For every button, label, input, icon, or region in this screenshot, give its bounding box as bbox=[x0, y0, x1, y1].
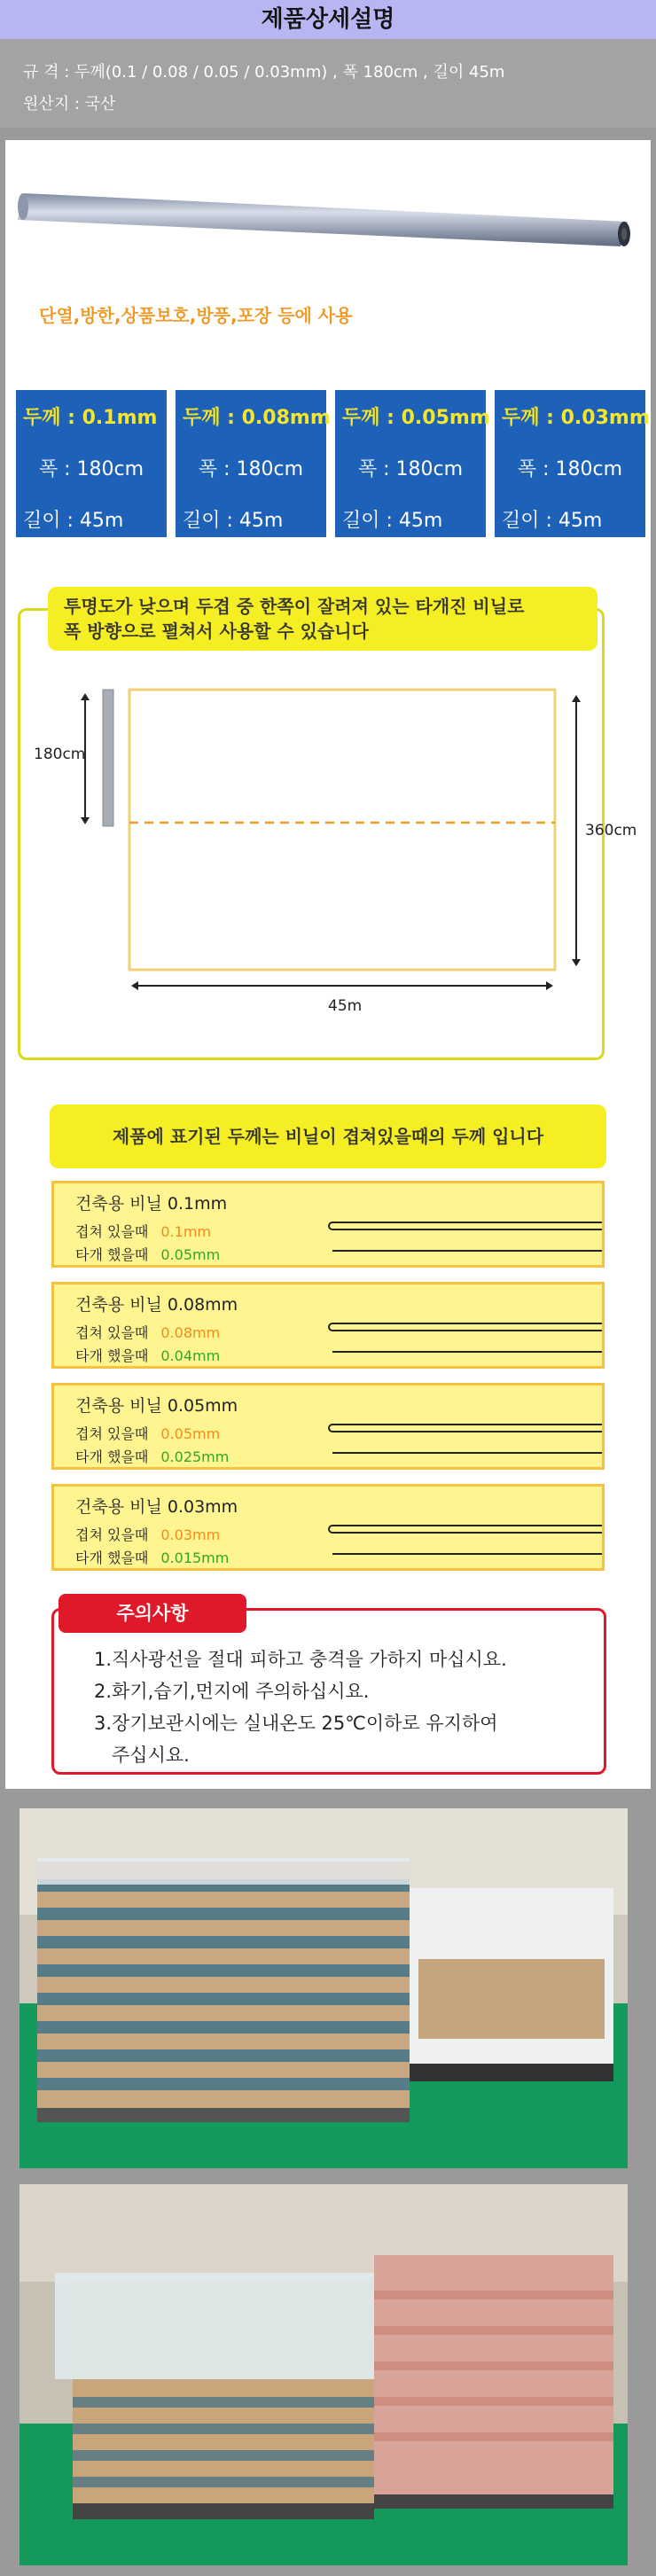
open-row bbox=[75, 1345, 220, 1365]
folded-row bbox=[75, 1322, 220, 1342]
caution-item: 3.장기보관시에는 실내온도 25℃이하로 유지하여 bbox=[94, 1713, 498, 1734]
folded-label: 겹쳐 있을때 bbox=[75, 1425, 149, 1442]
layer-name: 건축용 비닐 0.08mm bbox=[75, 1295, 238, 1315]
layer-name: 건축용 비닐 0.03mm bbox=[75, 1497, 238, 1517]
folded-label: 겹쳐 있을때 bbox=[75, 1223, 149, 1240]
layer-card bbox=[51, 1383, 605, 1470]
warehouse-photo-2 bbox=[20, 2184, 628, 2565]
length-label: 길이 : 45m bbox=[502, 510, 603, 532]
caution-list bbox=[94, 1643, 507, 1771]
label-45: 45m bbox=[328, 997, 363, 1015]
thickness-label: 두께 : 0.05mm bbox=[342, 407, 490, 429]
thickness-label: 두께 : 0.03mm bbox=[502, 407, 650, 429]
layer-card bbox=[51, 1181, 605, 1268]
folded-label: 겹쳐 있을때 bbox=[75, 1526, 149, 1543]
open-row bbox=[75, 1547, 229, 1567]
width-label: 폭 : 180cm bbox=[198, 458, 304, 480]
width-label: 폭 : 180cm bbox=[517, 458, 623, 480]
caution-item: 주십시요. bbox=[94, 1745, 190, 1766]
spec-line: 규 격 : 두께(0.1 / 0.08 / 0.05 / 0.03mm) , 폭 180cm , 길이 45m bbox=[23, 63, 505, 82]
width-label: 폭 : 180cm bbox=[38, 458, 144, 480]
spread-title-line: 투명도가 낮으며 두겹 중 한쪽이 잘려져 있는 타개진 비닐로 bbox=[64, 596, 525, 617]
spread-sheet bbox=[129, 690, 555, 970]
origin-line: 원산지 : 국산 bbox=[23, 95, 116, 113]
spread-title-line: 폭 방향으로 펼쳐서 사용할 수 있습니다 bbox=[64, 621, 369, 642]
thickness-label: 두께 : 0.1mm bbox=[23, 407, 158, 429]
thickness-box bbox=[176, 390, 331, 537]
open-label: 타개 했을때 bbox=[75, 1246, 149, 1263]
open-value: 0.015mm bbox=[160, 1550, 230, 1566]
label-360: 360cm bbox=[585, 822, 637, 839]
width-label: 폭 : 180cm bbox=[357, 458, 464, 480]
warehouse-photo-1 bbox=[20, 1808, 628, 2168]
folded-row bbox=[75, 1423, 220, 1443]
label-180: 180cm bbox=[34, 745, 86, 763]
folded-value: 0.05mm bbox=[160, 1425, 221, 1442]
open-label: 타개 했을때 bbox=[75, 1448, 149, 1465]
thickness-box bbox=[335, 390, 490, 537]
layers-title: 제품에 표기된 두께는 비닐이 겹쳐있을때의 두께 입니다 bbox=[50, 1105, 606, 1168]
layer-lines-icon bbox=[320, 1217, 604, 1261]
thickness-label: 두께 : 0.08mm bbox=[183, 407, 331, 429]
caution-item: 1.직사광선을 절대 피하고 충격을 가하지 마십시요. bbox=[94, 1649, 507, 1670]
layer-name: 건축용 비닐 0.05mm bbox=[75, 1396, 238, 1416]
folded-row bbox=[75, 1221, 211, 1241]
detail-panel bbox=[5, 140, 651, 1789]
length-label: 길이 : 45m bbox=[183, 510, 284, 532]
open-value: 0.025mm bbox=[160, 1448, 230, 1465]
caution-title: 주의사항 bbox=[59, 1594, 246, 1633]
length-label: 길이 : 45m bbox=[23, 510, 124, 532]
layer-name: 건축용 비닐 0.1mm bbox=[75, 1194, 228, 1214]
spread-diagram bbox=[18, 690, 637, 1015]
open-value: 0.04mm bbox=[160, 1347, 221, 1364]
roll-graphic bbox=[103, 690, 113, 826]
film-roll-image bbox=[18, 186, 629, 243]
folded-value: 0.1mm bbox=[160, 1223, 211, 1240]
folded-row bbox=[75, 1524, 220, 1544]
layer-lines-icon bbox=[320, 1419, 604, 1464]
caution-item: 2.화기,습기,먼지에 주의하십시요. bbox=[94, 1681, 370, 1702]
folded-label: 겹쳐 있을때 bbox=[75, 1324, 149, 1341]
open-label: 타개 했을때 bbox=[75, 1347, 149, 1364]
thickness-box bbox=[495, 390, 650, 537]
thickness-box bbox=[16, 390, 167, 537]
folded-value: 0.03mm bbox=[160, 1526, 221, 1543]
open-row bbox=[75, 1244, 220, 1264]
open-label: 타개 했을때 bbox=[75, 1550, 149, 1566]
length-label: 길이 : 45m bbox=[342, 510, 443, 532]
page-title: 제품상세설명 bbox=[0, 0, 656, 39]
open-value: 0.05mm bbox=[160, 1246, 221, 1263]
layer-lines-icon bbox=[320, 1520, 604, 1565]
spread-title bbox=[48, 587, 597, 651]
open-row bbox=[75, 1446, 229, 1466]
layer-card bbox=[51, 1484, 605, 1571]
usage-text: 단열,방한,상품보호,방풍,포장 등에 사용 bbox=[39, 305, 353, 326]
spec-section bbox=[0, 39, 656, 128]
folded-value: 0.08mm bbox=[160, 1324, 221, 1341]
layer-card bbox=[51, 1282, 605, 1369]
layer-lines-icon bbox=[320, 1318, 604, 1362]
